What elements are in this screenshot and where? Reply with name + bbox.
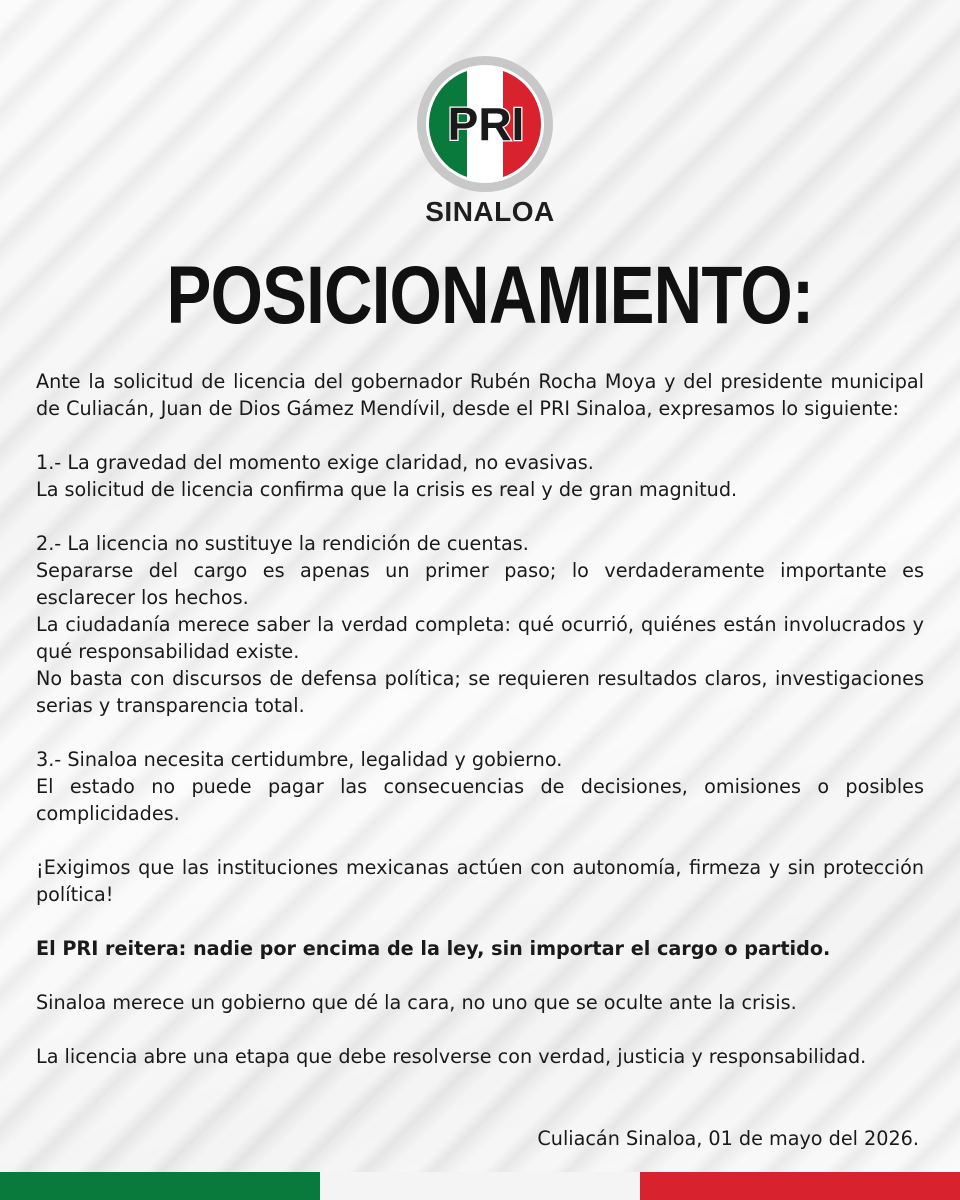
logo-text: PRI — [447, 98, 525, 150]
point-2-text-3: No basta con discursos de defensa política; se requieren resultados claros, investigaciones serias y transparencia total. — [36, 667, 924, 717]
statement-body — [36, 368, 924, 1070]
point-2-text-1: Separarse del cargo es apenas un primer paso; lo verdaderamente importante es esclarecer los hechos. — [36, 559, 924, 609]
point-1-heading: 1.- La gravedad del momento exige claridad, no evasivas. — [36, 451, 594, 474]
reiteration-paragraph: El PRI reitera: nadie por encima de la ley, sin importar el cargo o partido. — [36, 937, 831, 960]
flag-red-stripe — [640, 1172, 960, 1200]
flag-color-bar — [0, 1172, 960, 1200]
point-1-text: La solicitud de licencia confirma que la crisis es real y de gran magnitud. — [36, 478, 738, 501]
point-2-heading: 2.- La licencia no sustituye la rendición de cuentas. — [36, 532, 529, 555]
intro-paragraph: Ante la solicitud de licencia del gobernador Rubén Rocha Moya y del presidente municipal de Culiacán, Juan de Dios Gámez Mendívil, desde el PRI Sinaloa, expresamos lo siguiente: — [36, 370, 924, 420]
closing-paragraph-2: La licencia abre una etapa que debe resolverse con verdad, justicia y responsabilidad. — [36, 1045, 867, 1068]
closing-paragraph-1: Sinaloa merece un gobierno que dé la cara, no uno que se oculte ante la crisis. — [36, 991, 797, 1014]
point-3-heading: 3.- Sinaloa necesita certidumbre, legalidad y gobierno. — [36, 748, 563, 771]
pri-logo-emblem — [415, 54, 555, 194]
point-2-text-2: La ciudadanía merece saber la verdad completa: qué ocurrió, quiénes están involucrados y qué responsabilidad existe. — [36, 613, 924, 663]
flag-green-stripe — [0, 1172, 320, 1200]
signature-line: Culiacán Sinaloa, 01 de mayo del 2026. — [537, 1127, 919, 1150]
state-label: SINALOA — [425, 196, 555, 227]
demand-paragraph: ¡Exigimos que las instituciones mexicanas actúen con autonomía, firmeza y sin protección política! — [36, 856, 924, 906]
point-3-text: El estado no puede pagar las consecuencias de decisiones, omisiones o posibles complicidades. — [36, 775, 924, 825]
flag-white-stripe — [320, 1172, 640, 1200]
page-title: POSICIONAMIENTO: — [166, 250, 814, 341]
pri-logo — [415, 54, 555, 194]
